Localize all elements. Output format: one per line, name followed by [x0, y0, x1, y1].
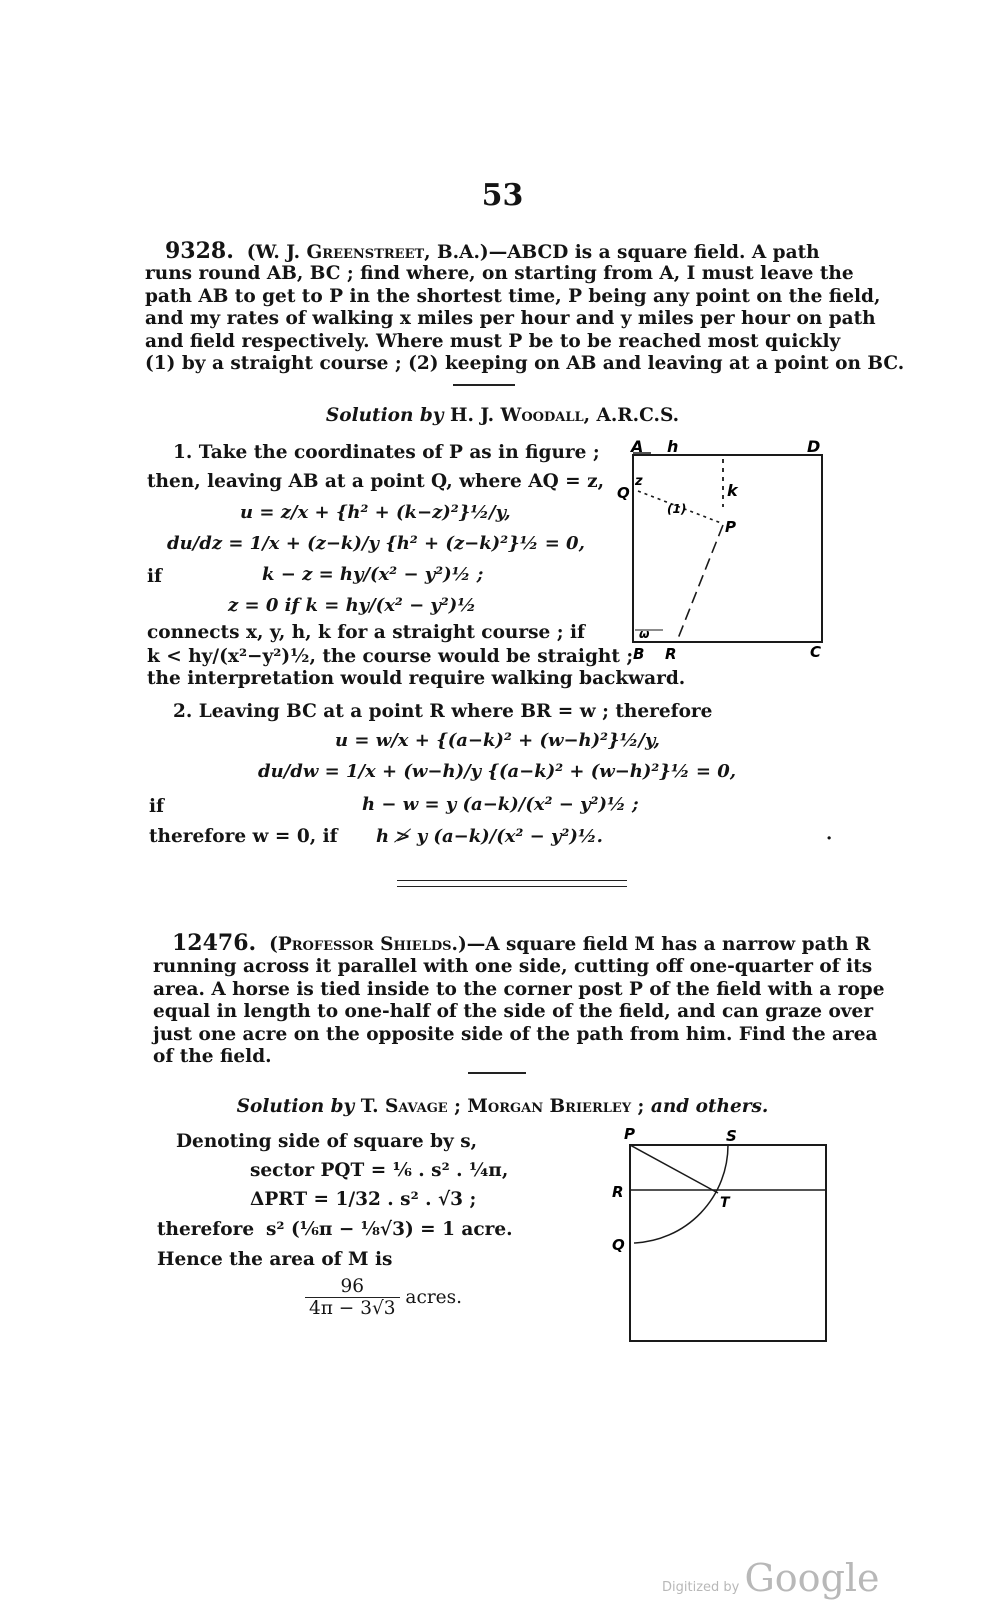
if-label: if [147, 566, 162, 587]
figure2-label-R: R [612, 1183, 624, 1201]
problem-author: (W. J. Greenstreet, B.A.) [246, 242, 489, 263]
problem-line: path AB to get to P in the shortest time, P being any point on the field, [145, 285, 881, 307]
figure2-label-T: T [720, 1195, 730, 1211]
problem-number: 12476. [172, 930, 257, 956]
solution-authors: T. Savage ; Morgan Brierley ; [360, 1096, 645, 1117]
figure1-label-R: R [665, 645, 677, 663]
therefore-label: therefore w = 0, if [149, 826, 338, 847]
problem-9328-line-1 [165, 240, 820, 265]
figure1-label-C: C [810, 643, 822, 661]
equation: u = w/x + {(a−k)² + (w−h)²}½/y, [335, 730, 660, 751]
problem-text: —A square field M has a narrow path R [466, 934, 871, 955]
problem-12476-line-1 [172, 932, 870, 957]
solution-text-line: the interpretation would require walking backward. [147, 668, 686, 689]
figure2-label-P: P [624, 1125, 635, 1143]
figure1-label-1: (1) [667, 502, 687, 516]
problem-line: runs round AB, BC ; find where, on starting from A, I must leave the [145, 263, 854, 284]
figure2-radius-PT [630, 1145, 718, 1193]
problem-number: 9328. [165, 238, 234, 264]
google-logo: Google [744, 1556, 880, 1600]
equation: u = z/x + {h² + (k−z)²}½/y, [240, 502, 511, 523]
result-fraction [305, 1276, 462, 1319]
solution-text-line: k < hy/(x²−y²)½, the course would be straight ; [147, 646, 634, 667]
figure1-label-z: z [635, 474, 643, 489]
figure1-label-h: h [667, 437, 679, 456]
equation: h − w = y (a−k)/(x² − y²)½ ; [362, 794, 639, 815]
problem-text: —ABCD is a square field. A path [488, 242, 820, 263]
result-denominator: 4π − 3√3 [309, 1298, 396, 1319]
solution-text-line: 2. Leaving BC at a point R where BR = w ; therefore [173, 701, 713, 722]
therefore-label: therefore [157, 1219, 255, 1240]
figure1-label-Q: Q [617, 484, 630, 502]
figure2-label-Q: Q [612, 1236, 625, 1254]
solution-prefix: Solution by [236, 1096, 355, 1117]
problem-12476-body [153, 956, 885, 1069]
figure1-label-B: B [633, 645, 645, 663]
figure1-course-2 [677, 525, 723, 641]
solution-text-line: then, leaving AB at a point Q, where AQ = z, [147, 471, 605, 492]
digitized-label: Digitized by [662, 1580, 740, 1595]
solution-text-line: Denoting side of square by s, [176, 1131, 478, 1152]
equation: z = 0 if k = hy/(x² − y²)½ [228, 595, 477, 616]
double-rule-top [397, 880, 627, 881]
problem-line: and my rates of walking x miles per hour and y miles per hour on path [145, 308, 876, 329]
short-rule [453, 384, 515, 386]
solution-heading [0, 1096, 1005, 1117]
equation: h ≯ y (a−k)/(x² − y²)½. [376, 826, 603, 847]
solution-text-line: Hence the area of M is [157, 1249, 393, 1270]
short-rule [468, 1072, 526, 1074]
figure-square-field-2 [600, 1120, 840, 1345]
if-label: if [149, 796, 164, 817]
result-unit: acres. [405, 1287, 462, 1308]
page-number: 53 [481, 178, 524, 213]
figure1-label-D: D [807, 437, 821, 456]
figure1-label-k: k [727, 481, 738, 500]
problem-9328 [165, 240, 820, 265]
digitized-by-google [662, 1556, 880, 1600]
figure1-label-A: A [631, 437, 644, 456]
figure2-frame [630, 1145, 826, 1341]
solution-prefix: Solution by [325, 405, 444, 426]
figure1-label-P: P [725, 518, 736, 536]
problem-line: equal in length to one-half of the side of the field, and can graze over [153, 1001, 874, 1022]
solution-heading [0, 405, 1005, 426]
solution-text-line: 1. Take the coordinates of P as in figure ; [173, 442, 600, 463]
problem-line: just one acre on the opposite side of the path from him. Find the area [153, 1023, 878, 1045]
solution-text-line: connects x, y, h, k for a straight course ; if [147, 622, 585, 643]
double-rule-bottom [397, 886, 627, 887]
equation: du/dw = 1/x + (w−h)/y {(a−k)² + (w−h)²}½ = 0, [258, 761, 737, 782]
problem-line: area. A horse is tied inside to the corner post P of the field with a rope [153, 978, 885, 1000]
figure1-label-w: ω [639, 627, 650, 641]
solution-author: H. J. Woodall, A.R.C.S. [450, 405, 680, 426]
problem-author: (Professor Shields.) [269, 934, 467, 955]
solution-suffix: and others. [650, 1096, 769, 1117]
figure2-arc [634, 1145, 728, 1243]
stray-dot: · [826, 828, 833, 849]
equation: du/dz = 1/x + (z−k)/y {h² + (z−k)²}½ = 0, [167, 533, 585, 554]
result-numerator: 96 [305, 1276, 400, 1298]
problem-9328-body [145, 263, 904, 376]
equation: s² (⅙π − ⅛√3) = 1 acre. [266, 1219, 513, 1240]
figure-square-field-1 [605, 435, 840, 665]
equation: ΔPRT = 1/32 . s² . √3 ; [250, 1189, 477, 1210]
problem-line: of the field. [153, 1046, 272, 1067]
figure2-label-S: S [726, 1127, 737, 1145]
problem-line: (1) by a straight course ; (2) keeping on AB and leaving at a point on BC. [145, 353, 905, 374]
problem-line: and field respectively. Where must P be to be reached most quickly [145, 330, 841, 352]
equation: sector PQT = ⅙ . s² . ¼π, [250, 1160, 509, 1181]
equation: k − z = hy/(x² − y²)½ ; [262, 564, 484, 585]
problem-line: running across it parallel with one side, cutting off one-quarter of its [153, 956, 873, 977]
